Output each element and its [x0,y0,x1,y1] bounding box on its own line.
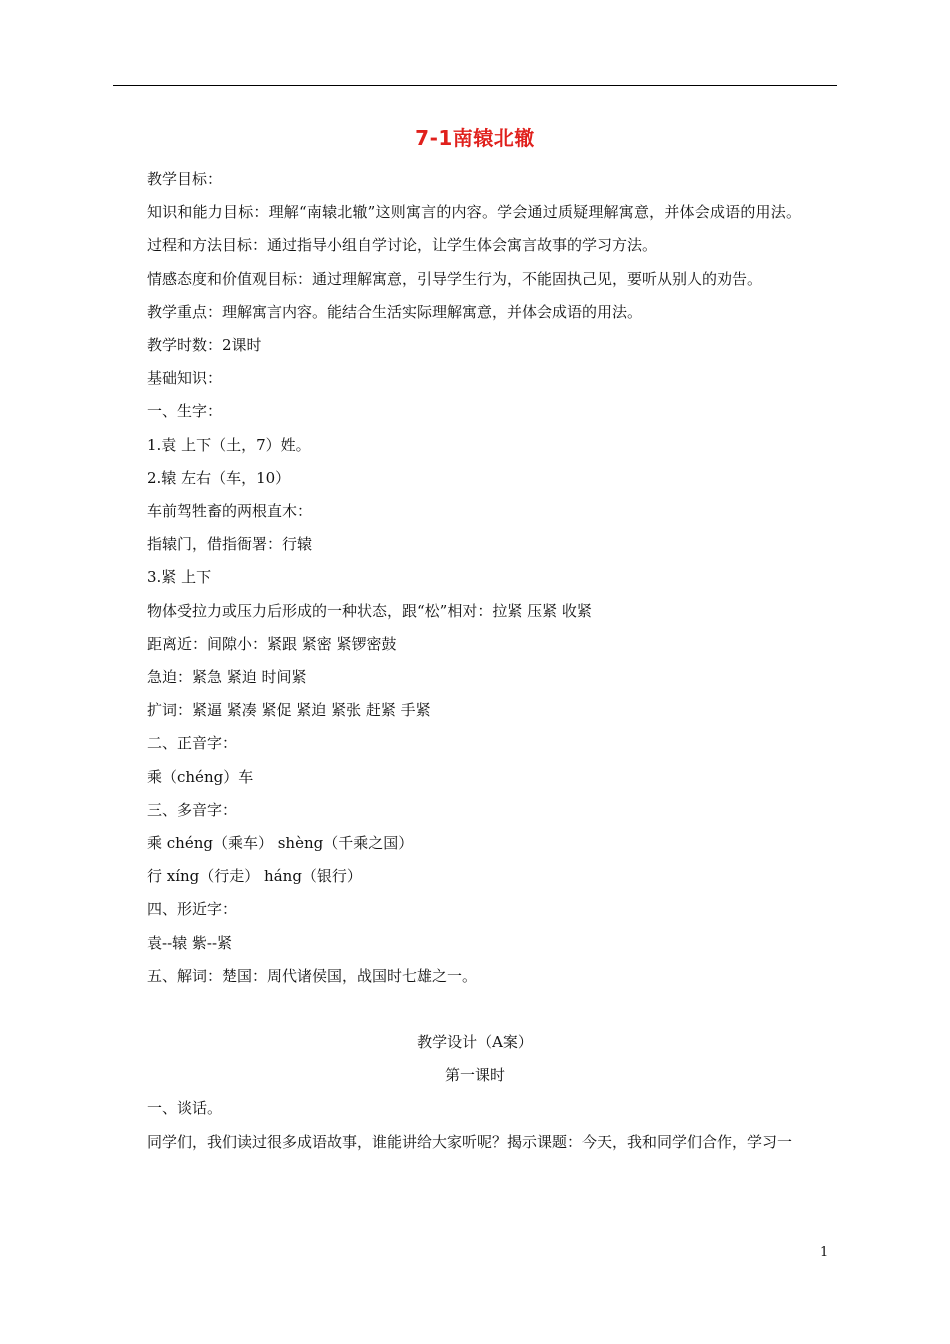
lesson-heading: 第一课时 [444,1066,505,1085]
paragraph: 急迫：紧急 紧迫 时间紧 [147,668,307,687]
document-title: 7-1南辕北辙 [415,126,535,150]
page-number: 1 [820,1245,829,1260]
paragraph: 四、形近字： [147,900,238,919]
paragraph: 1.袁 上下（土，7）姓。 [147,435,311,454]
paragraph: 一、生字： [147,402,223,421]
paragraph: 教学重点：理解寓言内容。能结合生活实际理解寓意，并体会成语的用法。 [147,302,643,321]
paragraph: 距离近：间隙小：紧跟 紧密 紧锣密鼓 [147,634,397,653]
paragraph: 基础知识： [147,369,223,388]
paragraph: 教学目标： [147,170,223,188]
document-body [113,163,837,1159]
paragraph: 过程和方法目标：通过指导小组自学讨论，让学生体会寓言故事的学习方法。 [147,236,658,255]
paragraph: 3.紧 上下 [147,568,212,587]
section-gap [113,993,837,1026]
design-heading: 教学设计（A案） [417,1033,533,1052]
header-rule [113,85,837,86]
paragraph: 2.辕 左右（车，10） [147,468,291,487]
paragraph: 教学时数：2课时 [147,336,262,355]
paragraph: 情感态度和价值观目标：通过理解寓意，引导学生行为，不能固执己见，要听从别人的劝告。 [147,269,763,288]
paragraph: 行 xíng（行走） háng（银行） [147,867,362,886]
paragraph: 扩词：紧逼 紧凑 紧促 紧迫 紧张 赶紧 手紧 [147,701,431,720]
paragraph: 指辕门，借指衙署：行辕 [147,535,313,554]
paragraph: 乘 chéng（乘车） shèng（千乘之国） [147,834,414,853]
paragraph: 袁--辕 紫--紧 [147,933,233,952]
paragraph: 二、正音字： [147,734,238,753]
paragraph: 五、解词：楚国：周代诸侯国，战国时七雄之一。 [147,966,478,985]
paragraph: 三、多音字： [147,800,238,819]
paragraph: 一、谈话。 [147,1099,223,1118]
paragraph: 乘（chéng）车 [147,767,254,786]
paragraph: 物体受拉力或压力后形成的一种状态，跟“松”相对：拉紧 压紧 收紧 [147,601,592,620]
paragraph: 同学们，我们读过很多成语故事，谁能讲给大家听呢？揭示课题：今天，我和同学们合作，学习一 [147,1132,793,1151]
paragraph: 车前驾牲畜的两根直木： [147,502,313,521]
paragraph: 知识和能力目标：理解“南辕北辙”这则寓言的内容。学会通过质疑理解寓意，并体会成语的用法。 [147,203,802,222]
